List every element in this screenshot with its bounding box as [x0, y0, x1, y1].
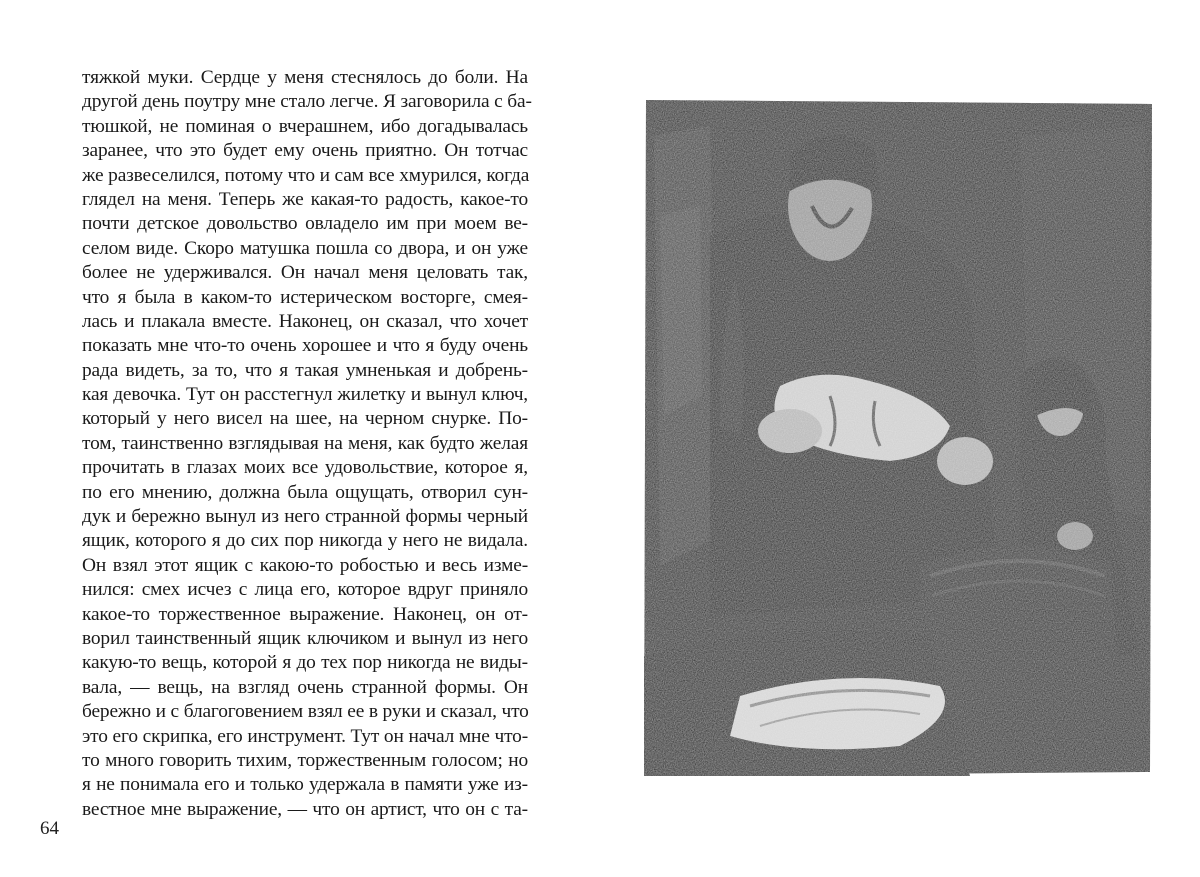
text-line: я не понимала его и только удержала в памяти уже из-	[82, 774, 528, 796]
text-line: кая девочка. Тут он расстегнул жилетку и вынул ключ,	[82, 384, 528, 406]
text-line: заранее, что это будет ему очень приятно. Он тотчас	[82, 140, 528, 162]
text-line: какую-то вещь, которой я до тех пор никогда не виды-	[82, 652, 528, 674]
text-line: селом виде. Скоро матушка пошла со двора, и он уже	[82, 237, 528, 259]
text-line: который у него висел на шее, на черном снурке. По-	[82, 408, 528, 430]
text-line: что я была в каком-то истерическом восторге, смея-	[82, 286, 528, 308]
text-line: почти детское довольство овладело им при моем ве-	[82, 213, 528, 235]
text-line: дук и бережно вынул из него странной формы черный	[82, 506, 528, 528]
text-line: Он взял этот ящик с какою-то робостью и весь изме-	[82, 554, 528, 576]
text-line: бережно и с благоговением взял ее в руки и сказал, что	[82, 701, 529, 723]
text-line: прочитать в глазах моих все удовольствие, которое я,	[82, 457, 528, 479]
text-line: то много говорить тихим, торжественным голосом; но	[82, 749, 528, 771]
text-line: какое-то торжественное выражение. Наконец, он от-	[82, 603, 528, 625]
text-line: вестное мне выражение, — что он артист, что он с та-	[82, 798, 528, 820]
illustration	[640, 96, 1156, 778]
text-line: показать мне что-то очень хорошее и что я буду очень	[82, 335, 528, 357]
text-page	[82, 66, 532, 822]
violin-scene-drawing	[640, 96, 1156, 778]
text-line: рада видеть, за то, что я такая умненькая и добрень-	[82, 359, 528, 381]
text-line: вала, — вещь, на взгляд очень странной формы. Он	[82, 676, 528, 698]
page-number: 64	[40, 818, 59, 839]
text-line: том, таинственно взглядывая на меня, как будто желая	[82, 432, 528, 454]
text-line: глядел на меня. Теперь же какая-то радость, какое-то	[82, 188, 528, 210]
text-line: по его мнению, должна была ощущать, отворил сун-	[82, 481, 528, 503]
text-line: тяжкой муки. Сердце у меня стеснялось до боли. На	[82, 67, 528, 88]
text-line: лась и плакала вместе. Наконец, он сказал, что хочет	[82, 310, 528, 332]
text-line: другой день поутру мне стало легче. Я заговорила с ба-	[82, 91, 532, 113]
text-line: ворил таинственный ящик ключиком и вынул из него	[82, 627, 528, 649]
text-line: тюшкой, не поминая о вчерашнем, ибо догадывалась	[82, 115, 528, 137]
text-line: это его скрипка, его инструмент. Тут он начал мне что-	[82, 725, 528, 747]
text-line: более не удерживался. Он начал меня целовать так,	[82, 262, 528, 284]
text-line: же развеселился, потому что и сам все хмурился, когда	[82, 164, 530, 186]
text-line: нился: смех исчез с лица его, которое вдруг приняло	[82, 579, 528, 601]
text-line: ящик, которого я до сих пор никогда у него не видала.	[82, 530, 528, 552]
